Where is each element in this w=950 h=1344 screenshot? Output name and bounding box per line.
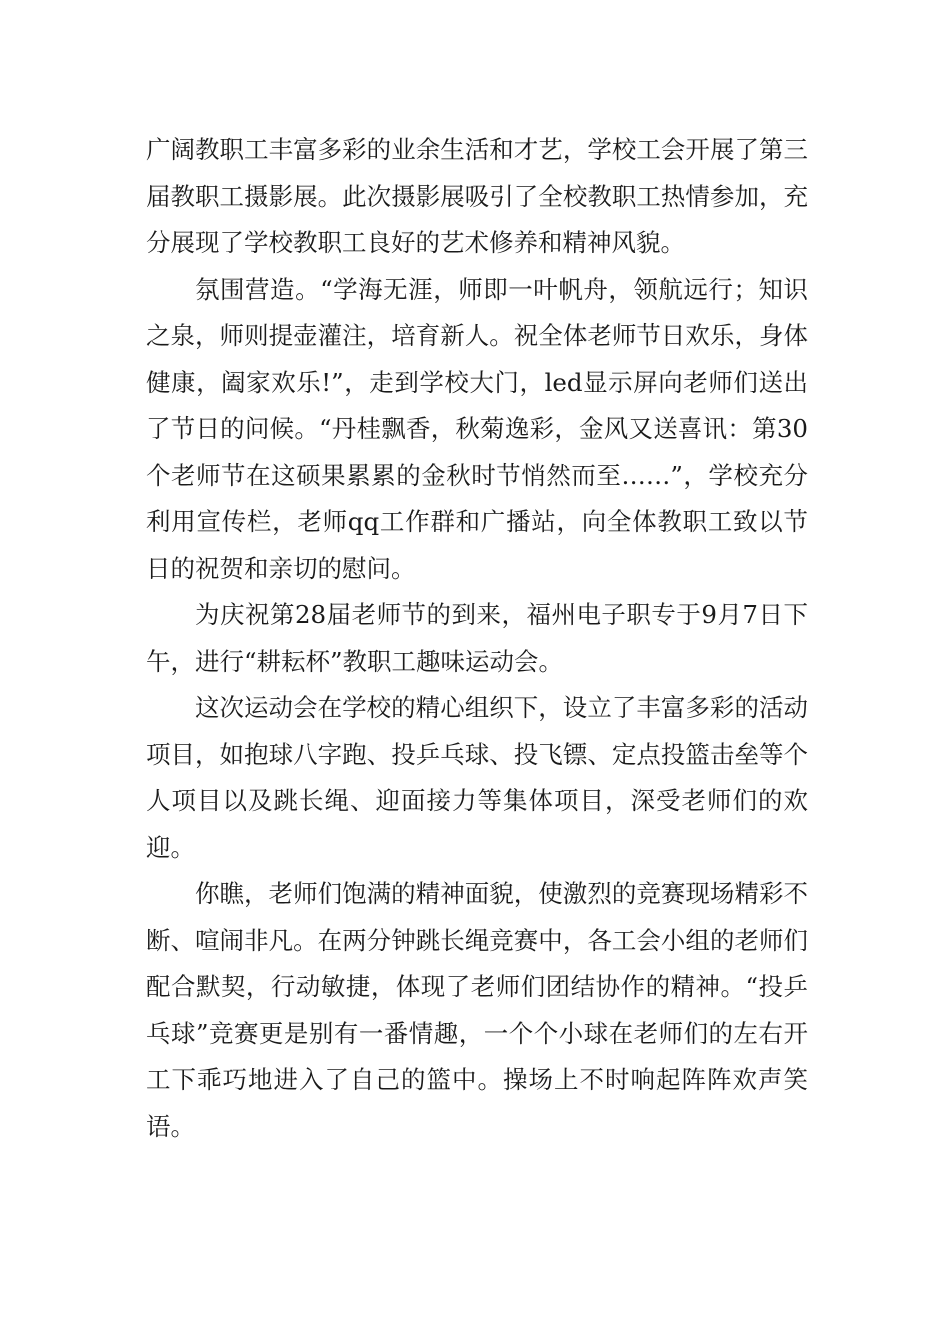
paragraph-2: 氛围营造。“学海无涯，师即一叶帆舟，领航远行；知识之泉，师则提壶灌注，培育新人。祝全体老师节日欢乐，身体健康，阖家欢乐!”，走到学校大门，led显示屏向老师们送出了节日的问候。“丹桂飘香，秋菊逸彩，金风又送喜讯：第30个老师节在这硕果累累的金秋时节悄然而至……”，学校充分利用宣传栏，老师qq工作群和广播站，向全体教职工致以节日的祝贺和亲切的慰问。 — [146, 274, 808, 583]
document-body — [146, 127, 808, 1150]
paragraph-3: 为庆祝第28届老师节的到来，福州电子职专于9月7日下午，进行“耕耘杯”教职工趣味运动会。 — [146, 600, 808, 676]
paragraph-5: 你瞧，老师们饱满的精神面貌，使激烈的竞赛现场精彩不断、喧闹非凡。在两分钟跳长绳竞赛中，各工会小组的老师们配合默契，行动敏捷，体现了老师们团结协作的精神。“投乒乓球”竞赛更是别有一番情趣，一个个小球在老师们的左右开工下乖巧地进入了自己的篮中。操场上不时响起阵阵欢声笑语。 — [146, 879, 808, 1141]
paragraph-1: 广阔教职工丰富多彩的业余生活和才艺，学校工会开展了第三届教职工摄影展。此次摄影展吸引了全校教职工热情参加，充分展现了学校教职工良好的艺术修养和精神风貌。 — [146, 135, 808, 257]
paragraph-4: 这次运动会在学校的精心组织下，设立了丰富多彩的活动项目，如抱球八字跑、投乒乓球、投飞镖、定点投篮击垒等个人项目以及跳长绳、迎面接力等集体项目，深受老师们的欢迎。 — [146, 693, 808, 862]
